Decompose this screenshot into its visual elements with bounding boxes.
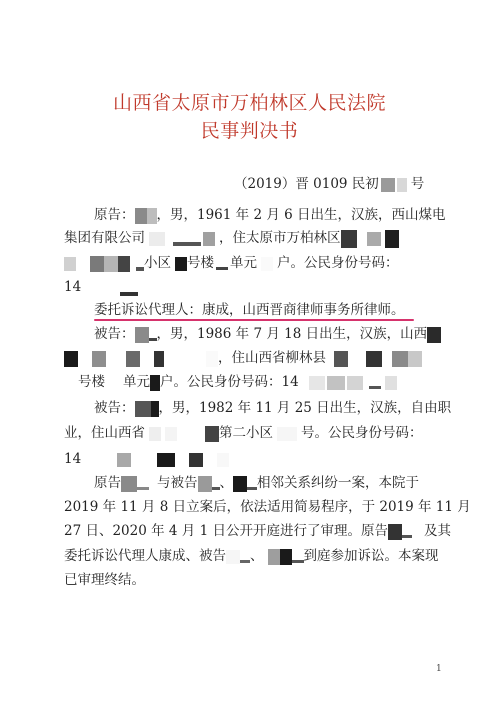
redaction-block [366,351,382,367]
litigation-agent-line [94,301,405,319]
unit-label: 单元 [123,374,150,390]
redaction-block [385,376,397,390]
case-intro-line [94,474,419,492]
redaction-block [212,487,220,490]
redaction-block [277,427,297,441]
defendant-two-details: ，男，1982 年 11 月 25 日出生，汉族，自由职 [158,400,452,416]
redaction-block [173,242,201,246]
redaction-block [118,256,130,272]
defendant-label: 被告： [94,326,135,342]
redaction-block [427,327,441,343]
redaction-block [135,401,151,417]
defendant-one-building-line [78,373,397,391]
defendant-one-line [94,325,441,343]
filing-date-line [64,498,471,516]
redaction-block [408,351,422,367]
redaction-block [334,351,348,367]
building-label: 号楼 [78,374,105,390]
building-label: 号楼 [187,255,214,271]
redaction-block [149,427,161,441]
redaction-block [157,453,175,467]
redaction-block [206,351,218,367]
redaction-block [309,376,325,390]
defendant-two-id-prefix: 14 [64,451,82,467]
redaction-block [268,549,280,565]
plaintiff-details: ，男，1961 年 2 月 6 日出生，汉族，西山煤电 [156,207,446,223]
defendant-one-id-label: 户。公民身份号码：14 [160,374,299,390]
redaction-block [151,401,159,417]
redaction-block [216,267,228,270]
redaction-block [397,178,407,192]
redaction-block [367,232,381,246]
defendant-two-address-line [64,424,423,442]
redaction-block [261,257,273,271]
page-number: 1 [436,664,442,674]
redaction-block [240,560,250,563]
conclusion-text: 已审理终结。 [64,572,145,588]
redaction-block [381,178,395,192]
attendance-end: 到庭参加诉讼。本案现 [303,548,439,564]
plaintiff-id-prefix: 14 [64,279,82,295]
case-number-prefix: （2019）晋 0109 民初 [234,176,379,192]
redaction-block [347,376,363,390]
residential-area-label: 小区 [144,255,171,271]
redaction-block [175,257,187,271]
defendant-one-address-line [64,349,422,367]
red-underline-highlight [94,319,414,321]
redaction-block [92,351,106,367]
redaction-block [203,232,215,246]
redaction-block [341,230,357,248]
and-defendant-word: 与被告 [157,475,198,491]
plaintiff-word: 原告 [94,475,121,491]
redaction-block [280,549,292,565]
redaction-block [233,476,247,492]
dispute-description: 相邻关系纠纷一案，本院于 [257,475,419,491]
redaction-block [149,232,165,246]
redaction-block [136,267,144,271]
redaction-block [217,453,229,467]
redaction-block [149,338,157,341]
redaction-block [64,257,76,271]
defendant-two-line [94,399,451,417]
defendant-one-details: ，男，1986 年 7 月 18 日出生，汉族，山西 [156,326,428,342]
plaintiff-line [94,206,446,224]
redaction-block [121,476,137,492]
filing-date-text: 2019 年 11 月 8 日立案后，依法适用简易程序，于 2019 年 11 月 [64,499,471,515]
defendant-two-address: 业，住山西省 [64,425,145,441]
redaction-block [385,230,399,248]
redaction-block [154,351,164,367]
attendance-line [64,547,439,565]
redaction-block [135,208,147,224]
redaction-block [369,386,381,389]
litigation-agent-text: 委托诉讼代理人：康成，山西晋商律师事务所律师。 [94,302,405,318]
redaction-block [137,487,149,490]
redaction-block [198,476,212,492]
defendant-label: 被告： [94,400,135,416]
redaction-block [226,550,240,564]
redaction-block [205,426,219,442]
court-name-title: 山西省太原市万柏林区人民法院 [112,92,386,114]
redaction-block [327,376,345,390]
redaction-block [117,453,131,467]
redaction-block [165,427,177,441]
redaction-block [135,327,149,343]
redaction-block [104,256,118,272]
redaction-block [189,453,203,467]
plaintiff-address-start: ，住太原市万柏林区 [219,230,341,246]
redaction-block [126,351,140,367]
redaction-block [64,351,78,367]
redaction-block [90,256,104,272]
redaction-block [247,487,257,490]
enumeration-comma: 、 [250,548,264,564]
case-number-suffix: 号 [410,176,425,192]
redaction-block [150,375,160,391]
defendant-two-id-label: 号。公民身份号码： [301,425,423,441]
plaintiff-employer-line [64,229,399,247]
redaction-block [388,524,402,540]
case-number [234,172,424,192]
attendance-text: 委托诉讼代理人康成、被告 [64,548,226,564]
hearing-date-text: 27 日、2020 年 4 月 1 日公开开庭进行了审理。原告 [64,523,388,539]
redaction-block [120,292,138,296]
defendant-two-id-line [64,450,229,468]
redaction-block [402,535,412,538]
hearing-date-line [64,522,451,540]
second-residential-area: 第二小区 [219,425,273,441]
redaction-block [292,560,304,563]
redaction-block [392,351,408,367]
plaintiff-id-line [64,278,81,296]
unit-label: 单元 [230,255,257,271]
redaction-block [109,376,119,390]
plaintiff-label: 原告： [94,207,135,223]
id-number-label: 户。公民身份号码： [277,255,399,271]
enumeration-comma: 、 [219,475,233,491]
conclusion-line [64,571,145,589]
document-type-title: 民事判决书 [200,120,299,142]
plaintiff-address-line [64,254,399,272]
defendant-one-address: ，住山西省柳林县 [218,350,326,366]
redaction-block [147,208,157,224]
plaintiff-employer: 集团有限公司 [64,230,145,246]
and-its-word: 及其 [423,523,451,539]
